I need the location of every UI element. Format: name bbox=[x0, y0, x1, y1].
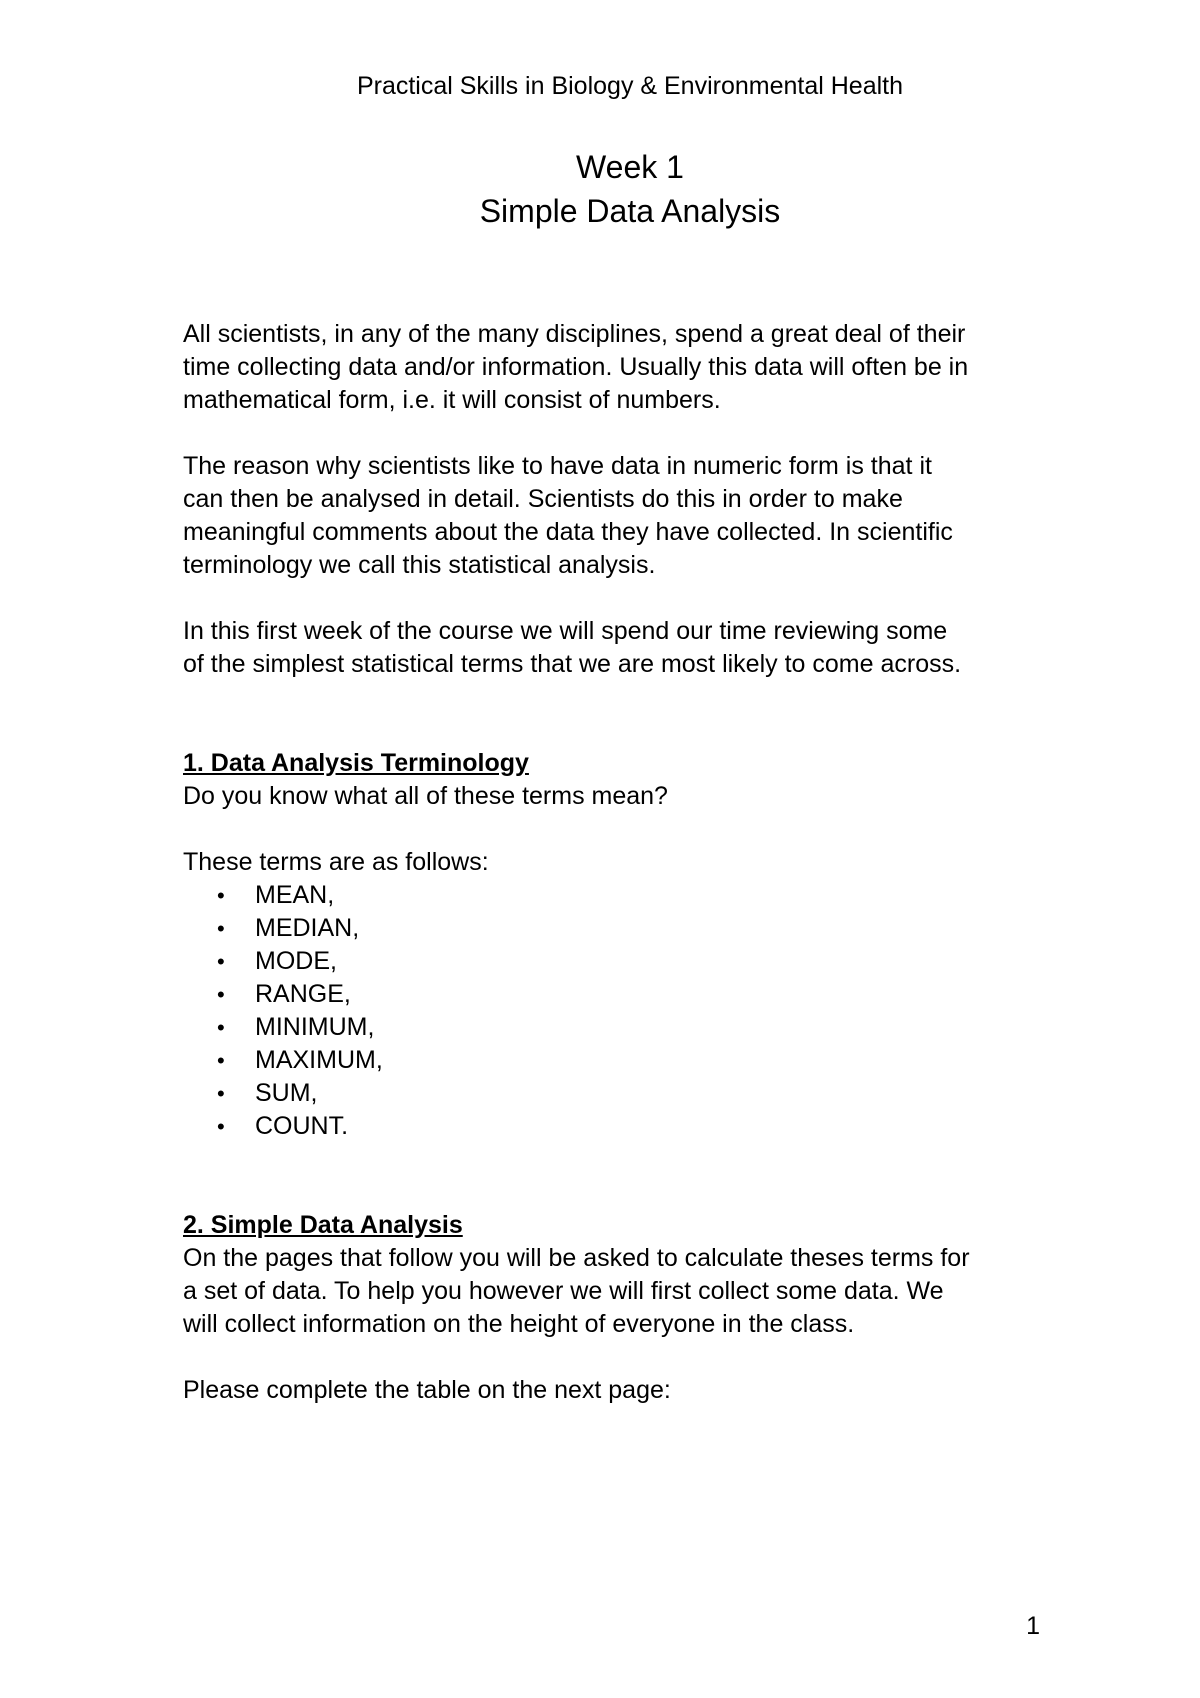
terms-list bbox=[183, 879, 1083, 1143]
bullet-icon: • bbox=[217, 982, 225, 1007]
body-text bbox=[183, 318, 1083, 1407]
section-1-question: Do you know what all of these terms mean? bbox=[183, 782, 668, 810]
section-gap bbox=[183, 681, 1083, 747]
section-2-paragraph bbox=[183, 1242, 1083, 1341]
bullet-icon: • bbox=[217, 949, 225, 974]
paragraph-gap bbox=[183, 1341, 1083, 1374]
term-label: RANGE, bbox=[255, 980, 351, 1008]
text-line: time collecting data and/or information. Usually this data will often be in bbox=[183, 353, 969, 381]
bullet-icon: • bbox=[217, 1015, 225, 1040]
list-item bbox=[183, 978, 1083, 1011]
paragraph-gap bbox=[183, 417, 1083, 450]
text-line: On the pages that follow you will be asked to calculate theses terms for bbox=[183, 1244, 970, 1272]
list-item bbox=[183, 1011, 1083, 1044]
list-item bbox=[183, 1077, 1083, 1110]
text-line: terminology we call this statistical analysis. bbox=[183, 551, 656, 579]
bullet-icon: • bbox=[217, 1114, 225, 1139]
running-header: Practical Skills in Biology & Environmental Health bbox=[356, 72, 904, 100]
text-line: can then be analysed in detail. Scientists do this in order to make bbox=[183, 485, 903, 513]
list-item bbox=[183, 1110, 1083, 1143]
page-number: 1 bbox=[1026, 1612, 1040, 1640]
section-1-lead: These terms are as follows: bbox=[183, 848, 489, 876]
section-1-heading: 1. Data Analysis Terminology bbox=[183, 749, 529, 777]
section-gap bbox=[183, 1143, 1083, 1209]
bullet-icon: • bbox=[217, 1081, 225, 1106]
term-label: SUM, bbox=[255, 1079, 318, 1107]
term-label: MAXIMUM, bbox=[255, 1046, 383, 1074]
text-line: meaningful comments about the data they have collected. In scientific bbox=[183, 518, 953, 546]
bullet-icon: • bbox=[217, 916, 225, 941]
section-2-closing: Please complete the table on the next page: bbox=[183, 1376, 671, 1404]
term-label: MODE, bbox=[255, 947, 337, 975]
text-line: In this first week of the course we will spend our time reviewing some bbox=[183, 617, 948, 645]
text-line: of the simplest statistical terms that we are most likely to come across. bbox=[183, 650, 962, 678]
list-item bbox=[183, 879, 1083, 912]
paragraph-gap bbox=[183, 813, 1083, 846]
intro-paragraph-2 bbox=[183, 450, 1083, 582]
text-line: All scientists, in any of the many disciplines, spend a great deal of their bbox=[183, 320, 966, 348]
bullet-icon: • bbox=[217, 1048, 225, 1073]
text-line: The reason why scientists like to have data in numeric form is that it bbox=[183, 452, 932, 480]
text-line: a set of data. To help you however we will first collect some data. We bbox=[183, 1277, 944, 1305]
term-label: MINIMUM, bbox=[255, 1013, 375, 1041]
section-2-heading: 2. Simple Data Analysis bbox=[183, 1211, 463, 1239]
bullet-icon: • bbox=[217, 883, 225, 908]
list-item bbox=[183, 945, 1083, 978]
list-item bbox=[183, 1044, 1083, 1077]
term-label: MEDIAN, bbox=[255, 914, 360, 942]
paragraph-gap bbox=[183, 582, 1083, 615]
text-line: will collect information on the height of everyone in the class. bbox=[183, 1310, 855, 1338]
week-title: Week 1 bbox=[576, 149, 684, 185]
term-label: COUNT. bbox=[255, 1112, 349, 1140]
document-title: Simple Data Analysis bbox=[479, 193, 781, 229]
intro-paragraph-3 bbox=[183, 615, 1083, 681]
text-line: mathematical form, i.e. it will consist of numbers. bbox=[183, 386, 721, 414]
term-label: MEAN, bbox=[255, 881, 335, 909]
list-item bbox=[183, 912, 1083, 945]
intro-paragraph-1 bbox=[183, 318, 1083, 417]
title-block bbox=[0, 145, 1200, 233]
